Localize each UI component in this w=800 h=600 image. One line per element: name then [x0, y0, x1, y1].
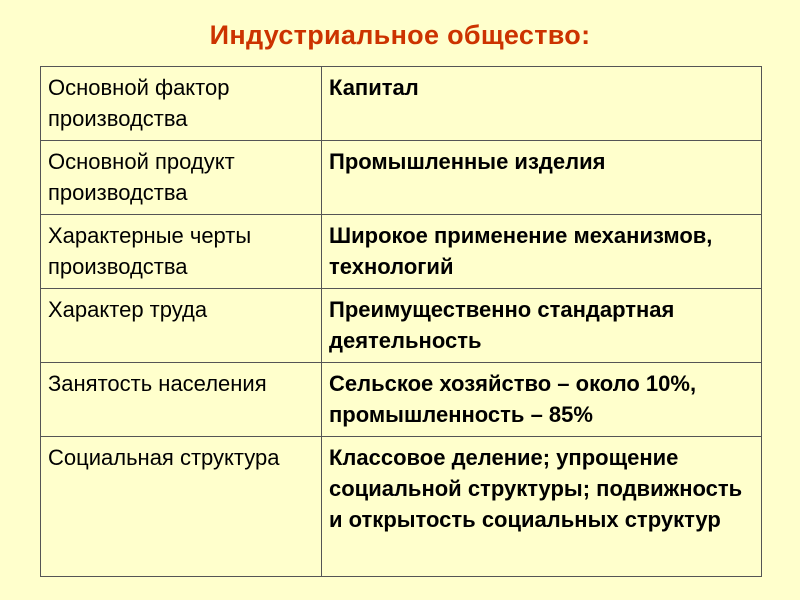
row-value: Сельское хозяйство – около 10%, промышленность – 85%	[322, 363, 762, 437]
table-row	[41, 289, 762, 363]
row-label: Занятость населения	[41, 363, 322, 437]
slide-title: Индустриальное общество:	[209, 20, 591, 50]
row-value: Промышленные изделия	[322, 141, 762, 215]
table-row	[41, 215, 762, 289]
table-row	[41, 437, 762, 577]
table-row	[41, 141, 762, 215]
row-label: Характер труда	[41, 289, 322, 363]
row-value: Классовое деление; упрощение социальной структуры; подвижность и открытость социальных структур	[322, 437, 762, 577]
row-value: Широкое применение механизмов, технологий	[322, 215, 762, 289]
row-label: Основной фактор производства	[41, 67, 322, 141]
row-value: Капитал	[322, 67, 762, 141]
row-value: Преимущественно стандартная деятельность	[322, 289, 762, 363]
row-label: Основной продукт производства	[41, 141, 322, 215]
table-row	[41, 67, 762, 141]
row-label: Характерные черты производства	[41, 215, 322, 289]
industrial-society-table	[40, 66, 762, 577]
table-row	[41, 363, 762, 437]
row-label: Социальная структура	[41, 437, 322, 577]
